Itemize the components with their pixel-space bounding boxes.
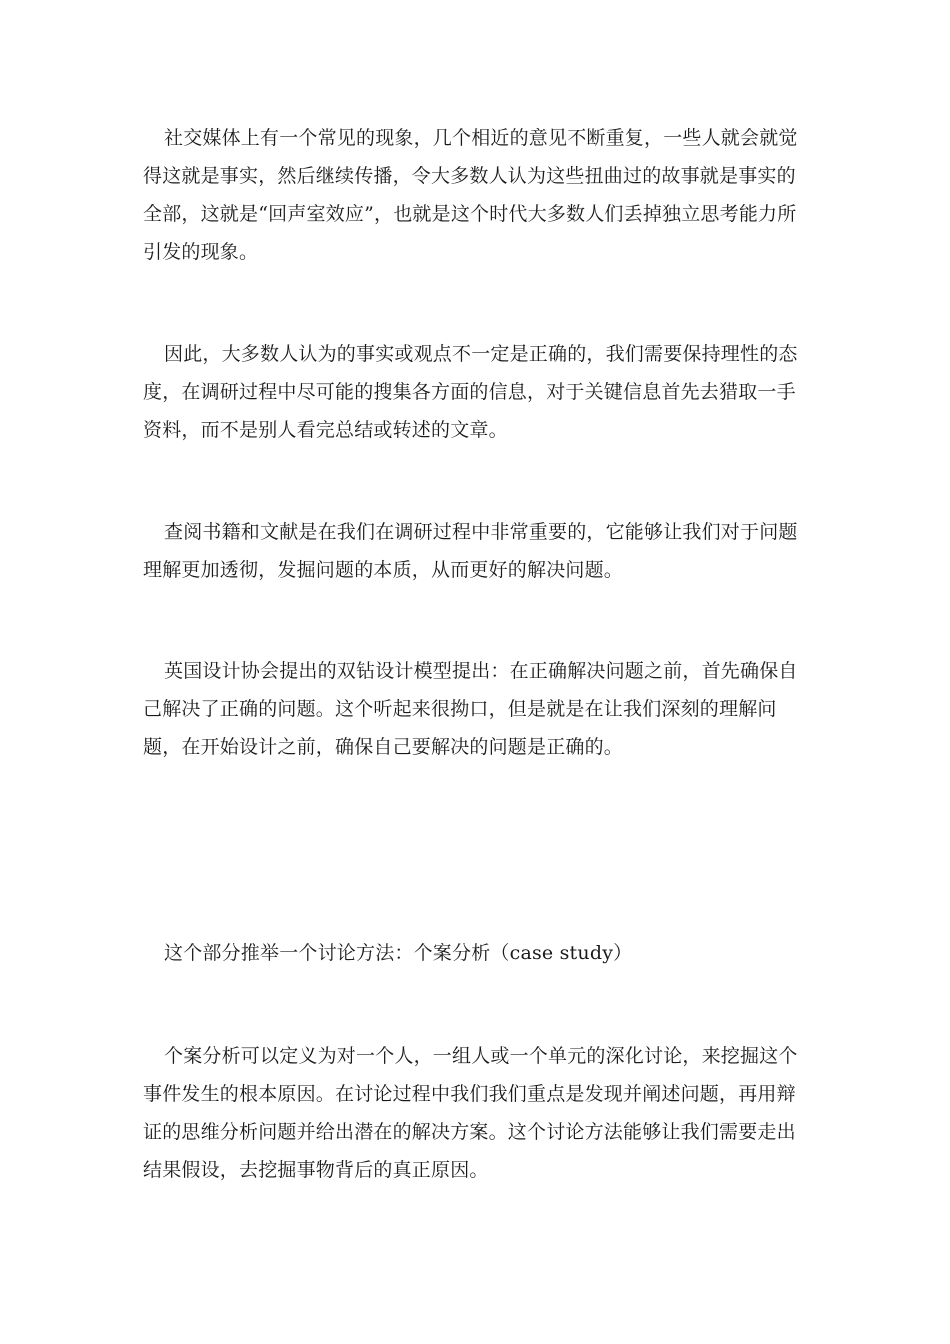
paragraph-case-study-definition: 个案分析可以定义为对一个人，一组人或一个单元的深化讨论，来挖掘这个事件发生的根本原因。在讨论过程中我们我们重点是发现并阐述问题，再用辩证的思维分析问题并给出潜在的解决方案。这个讨论方法能够让我们需要走出结果假设，去挖掘事物背后的真正原因。 — [143, 1045, 798, 1181]
paragraph-double-diamond: 英国设计协会提出的双钻设计模型提出：在正确解决问题之前，首先确保自己解决了正确的问题。这个听起来很拗口，但是就是在让我们深刻的理解问题，在开始设计之前，确保自己要解决的问题是正确的。 — [143, 660, 798, 758]
paragraph-case-study-heading: 这个部分推举一个讨论方法：个案分析（case study） — [164, 942, 633, 964]
paragraph-rational-research: 因此，大多数人认为的事实或观点不一定是正确的，我们需要保持理性的态度，在调研过程中尽可能的搜集各方面的信息，对于关键信息首先去猎取一手资料，而不是别人看完总结或转述的文章。 — [143, 343, 798, 441]
paragraph-literature-review: 查阅书籍和文献是在我们在调研过程中非常重要的，它能够让我们对于问题理解更加透彻，发掘问题的本质，从而更好的解决问题。 — [143, 521, 798, 581]
paragraph-echo-chamber: 社交媒体上有一个常见的现象，几个相近的意见不断重复，一些人就会就觉得这就是事实，然后继续传播，令大多数人认为这些扭曲过的故事就是事实的全部，这就是“回声室效应”，也就是这个时代大多数人们丢掉独立思考能力所引发的现象。 — [143, 127, 798, 263]
